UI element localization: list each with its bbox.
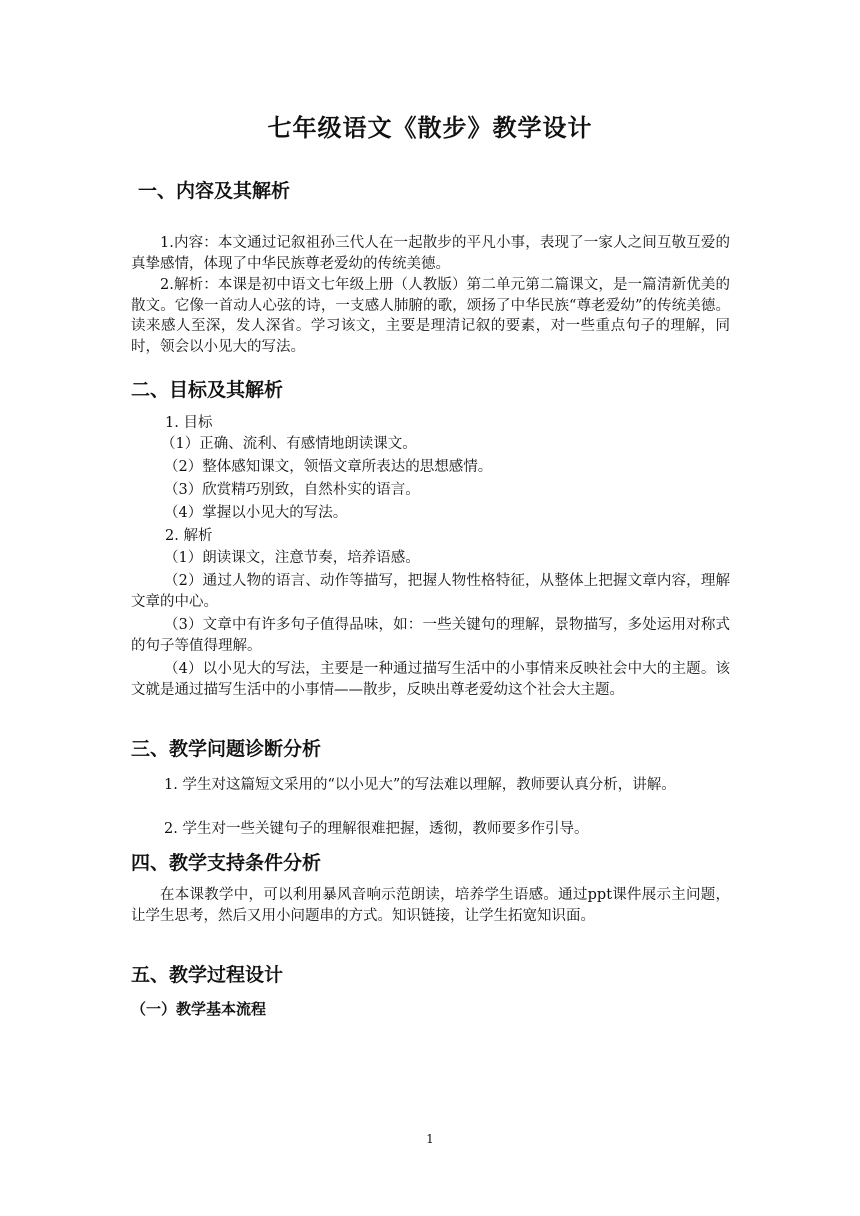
diagnosis-item-1: 1. 学生对这篇短文采用的“以小见大”的写法难以理解，教师要认真分析，讲解。: [164, 777, 676, 793]
analysis-item-1: （1）朗读课文，注意节奏，培养语感。: [164, 550, 420, 566]
goal-label: 1. 目标: [165, 415, 213, 431]
goal-item-1: （1）正确、流利、有感情地朗读课文。: [161, 436, 417, 452]
section-heading-diagnosis: 三、教学问题诊断分析: [131, 738, 322, 760]
analysis-label: 2. 解析: [165, 528, 213, 544]
goal-item-2: （2）整体感知课文，领悟文章所表达的思想感情。: [164, 459, 493, 475]
document-title: 七年级语文《散步》教学设计: [267, 113, 593, 142]
section-heading-process: 五、教学过程设计: [131, 964, 284, 986]
section-heading-goals: 二、目标及其解析: [131, 379, 284, 401]
analysis-paragraph: 2.解析：本课是初中语文七年级上册（人教版）第二单元第二篇课文，是一篇清新优美的散文。它像一首动人心弦的诗，一支感人肺腑的歌，颂扬了中华民族“尊老爱幼”的传统美德。读来感人至深，发人深省。学习该文，主要是理清记叙的要素，对一些重点句子的理解，同时，领会以小见大的写法。: [131, 277, 730, 355]
goal-item-4: （4）掌握以小见大的写法。: [164, 505, 348, 521]
goal-item-3: （3）欣赏精巧别致，自然朴实的语言。: [164, 482, 420, 498]
subsection-heading-flow: （一）教学基本流程: [131, 1000, 267, 1018]
analysis-item-4: （4）以小见大的写法，主要是一种通过描写生活中的小事情来反映社会中大的主题。该文就是通过描写生活中的小事情——散步，反映出尊老爱幼这个社会大主题。: [131, 661, 730, 698]
diagnosis-item-2: 2. 学生对一些关键句子的理解很难把握，透彻，教师要多作引导。: [164, 821, 589, 837]
analysis-item-3: （3）文章中有许多句子值得品味，如：一些关键句的理解，景物描写，多处运用对称式的句子等值得理解。: [131, 617, 730, 654]
section-heading-content: 一、内容及其解析: [138, 180, 291, 202]
support-paragraph: 在本课教学中，可以利用暴风音响示范朗读，培养学生语感。通过ppt课件展示主问题，让学生思考，然后又用小问题串的方式。知识链接，让学生拓宽知识面。: [131, 887, 730, 924]
content-paragraph: 1.内容：本文通过记叙祖孙三代人在一起散步的平凡小事，表现了一家人之间互敬互爱的真挚感情，体现了中华民族尊老爱幼的传统美德。: [131, 235, 730, 272]
section-heading-support: 四、教学支持条件分析: [131, 852, 322, 874]
page-number: 1: [426, 1132, 434, 1146]
analysis-item-2: （2）通过人物的语言、动作等描写，把握人物性格特征，从整体上把握文章内容，理解文章的中心。: [131, 573, 730, 610]
